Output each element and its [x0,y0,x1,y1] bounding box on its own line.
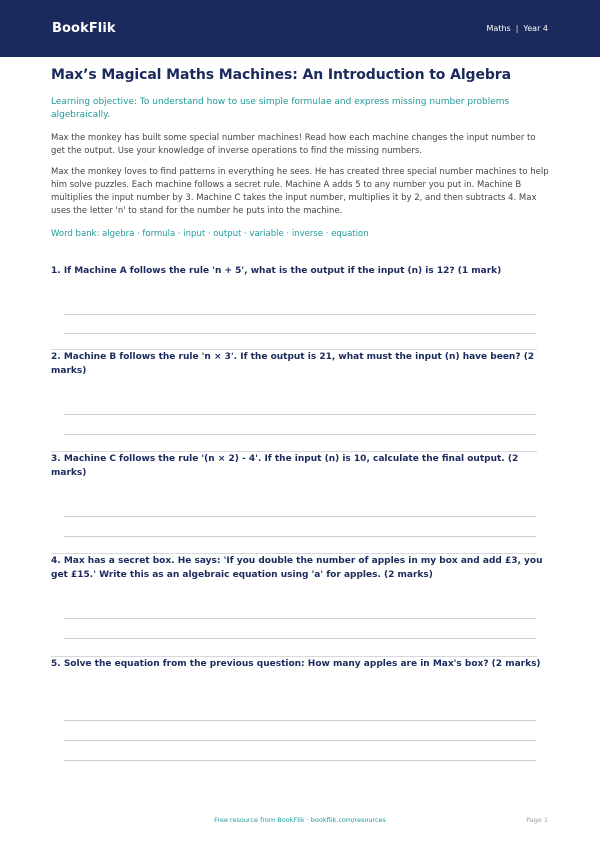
page-title: Max’s Magical Maths Machines: An Introduction to Algebra [51,67,511,83]
page-number: Page 1 [526,816,548,824]
answer-line[interactable] [64,720,536,721]
footer-credit: Free resource from BookFlik · bookflik.com/resources [214,816,386,824]
answer-line[interactable] [64,314,536,315]
question-1 [51,264,549,278]
section-divider [51,349,537,350]
year-label: Year 4 [523,24,548,33]
answer-line[interactable] [64,516,536,517]
question-4 [51,554,549,582]
section-divider [51,553,537,554]
question-text: 3. Machine C follows the rule '(n × 2) - 4'. If the input (n) is 10, calculate the final output. (2 marks) [51,454,519,478]
meta-separator: | [515,24,519,33]
answer-line[interactable] [64,434,536,435]
question-text: 2. Machine B follows the rule 'n × 3'. If the output is 21, what must the input (n) have been? (2 marks) [51,352,535,376]
page-footer [0,816,600,828]
section-divider [51,656,537,657]
word-bank: Word bank: algebra · formula · input · output · variable · inverse · equation [51,229,369,239]
subject-year [487,24,548,33]
story-paragraph: Max the monkey loves to find patterns in everything he sees. He has created three special number machines to help him solve puzzles. Each machine follows a secret rule. Machine A adds 5 to any number you put in. Machine B multiplies the input number by 3. Machine C takes the input number, multiplies it by 2, and then subtracts 4. Max uses the letter 'n' to stand for the number he puts into the machine. [51,167,549,216]
question-5 [51,657,549,671]
brand-logo: BookFlik [52,21,116,36]
answer-line[interactable] [64,760,536,761]
answer-line[interactable] [64,638,536,639]
section-divider [51,451,537,452]
question-2 [51,350,549,378]
page-header [0,0,600,57]
question-text: 5. Solve the equation from the previous question: How many apples are in Max's box? (2 marks) [51,659,541,669]
answer-line[interactable] [64,536,536,537]
answer-line[interactable] [64,333,536,334]
learning-objective: Learning objective: To understand how to use simple formulae and express missing number problems algebraically. [51,97,510,120]
answer-line[interactable] [64,740,536,741]
question-3 [51,452,549,480]
intro-paragraph: Max the monkey has built some special number machines! Read how each machine changes the input number to get the output. Use your knowledge of inverse operations to find the missing numbers. [51,133,536,156]
question-text: 1. If Machine A follows the rule 'n + 5', what is the output if the input (n) is 12? (1 mark) [51,266,502,276]
worksheet-intro [51,57,549,241]
answer-line[interactable] [64,618,536,619]
subject-label: Maths [486,24,511,33]
answer-line[interactable] [64,414,536,415]
question-text: 4. Max has a secret box. He says: 'If you double the number of apples in my box and add £3, you get £15.' Write this as an algebraic equation using 'a' for apples. (2 marks) [51,556,543,580]
